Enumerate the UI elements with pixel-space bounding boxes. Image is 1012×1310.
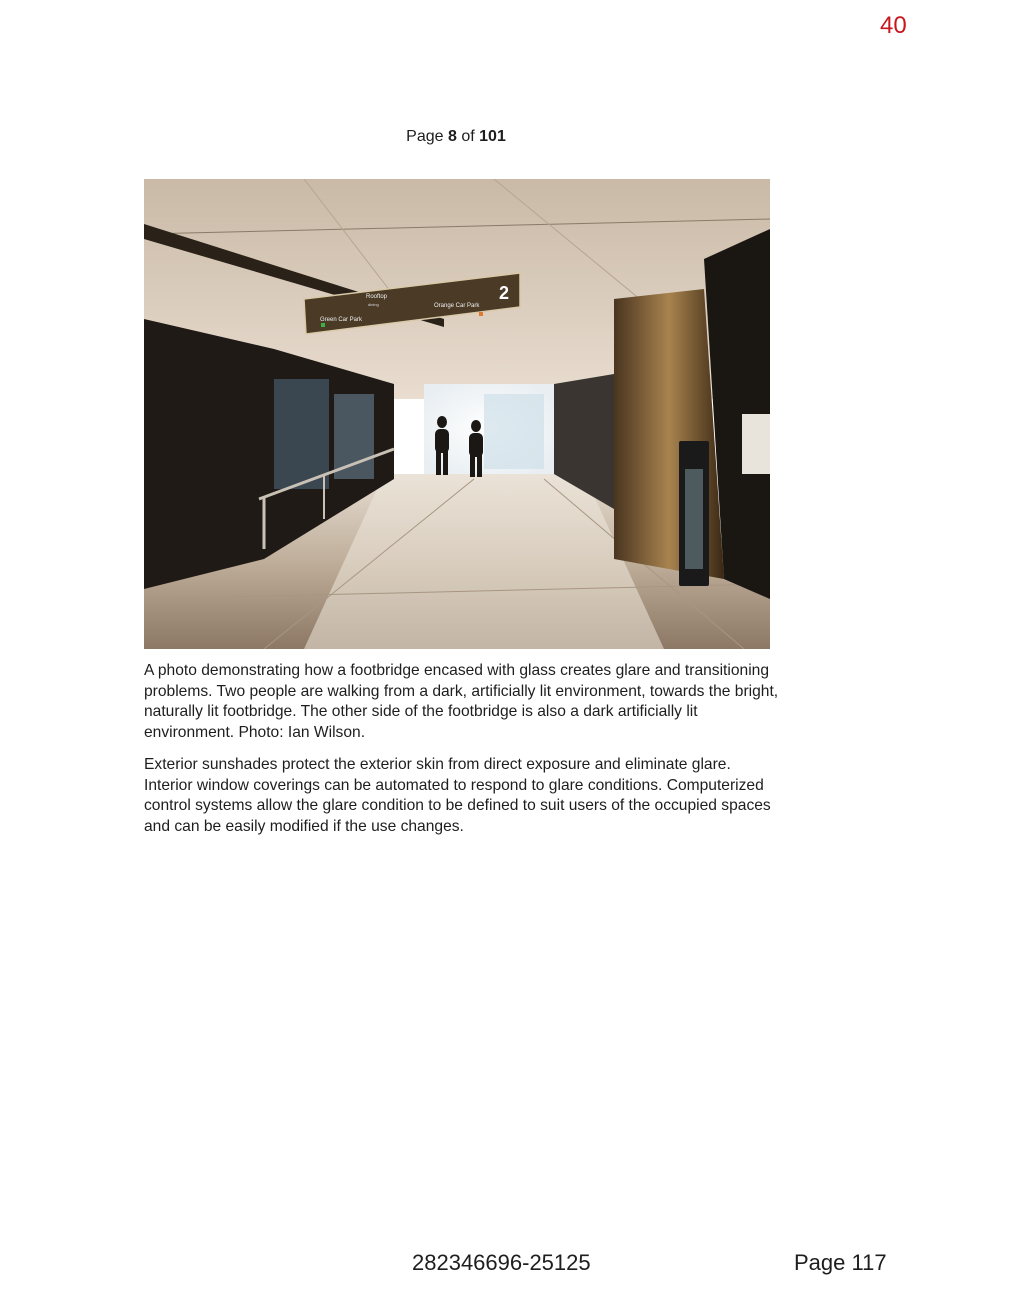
of-word: of — [461, 128, 475, 145]
body-paragraph: Exterior sunshades protect the exterior skin from direct exposure and eliminate glare. Interior window coverings can be automated to respond to glare conditions. Computerized control systems allow the glare condition to be defined to suit users of the occupied spaces and can be easily modified if the use changes. — [144, 756, 771, 835]
page-header — [0, 128, 912, 146]
sign-center-label: Rooftop — [366, 294, 388, 300]
sign-left-label: Green Car Park — [320, 317, 363, 323]
corner-page-number: 40 — [880, 12, 907, 39]
photo-caption: A photo demonstrating how a footbridge encased with glass creates glare and transitioning problems. Two people are walking from a dark, artificially lit environment, towards the bright, naturally lit footbridge. The other side of the footbridge is also a dark artificially lit environment. Photo: Ian Wilson. — [144, 662, 779, 741]
page-total: 101 — [479, 128, 506, 145]
page-current: 8 — [447, 128, 457, 145]
page-word: Page — [406, 128, 444, 145]
footbridge-photo — [144, 179, 770, 649]
footer-page-number: Page 117 — [794, 1250, 887, 1275]
sign-level-number: 2 — [499, 283, 510, 303]
document-id: 282346696-25125 — [412, 1250, 591, 1275]
sign-center-sub: dining — [368, 302, 379, 307]
sign-right-label: Orange Car Park — [434, 303, 480, 309]
